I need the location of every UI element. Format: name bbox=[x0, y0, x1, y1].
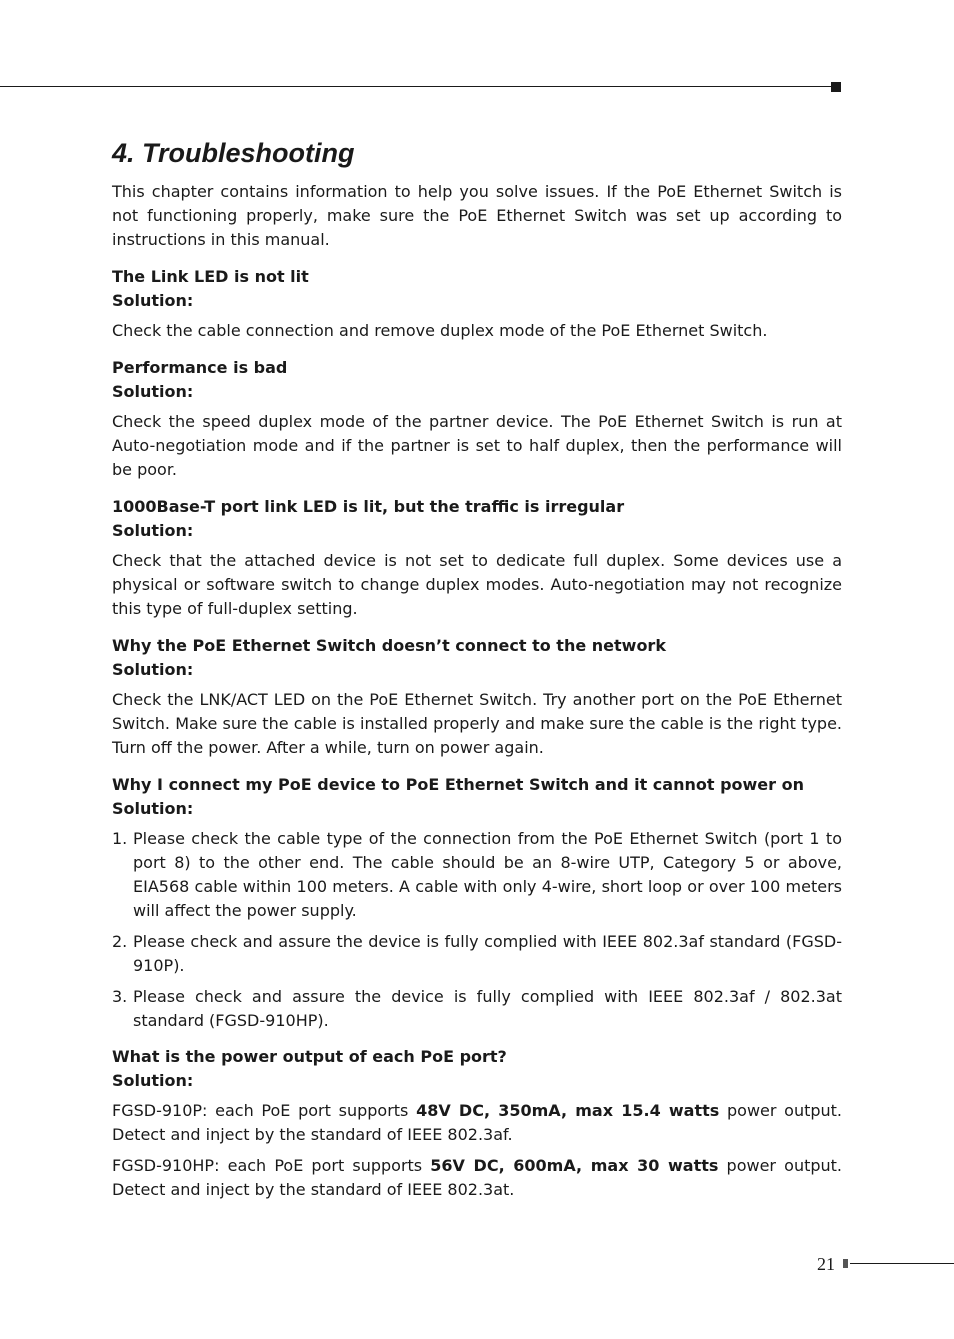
question-link-led: The Link LED is not lit bbox=[112, 267, 309, 286]
power-output-910p: FGSD-910P: each PoE port supports 48V DC, 350mA, max 15.4 watts power output. Detect and inject by the standard of IEEE 802.3af. bbox=[112, 1101, 843, 1144]
page-number: 21 bbox=[817, 1254, 835, 1274]
question-traffic-irregular: 1000Base-T port link LED is lit, but the traffic is irregular bbox=[112, 497, 625, 516]
answer-performance: Check the speed duplex mode of the partner device. The PoE Ethernet Switch is run at Auto-negotiation mode and if the partner is set to half duplex, then the performance will be poor. bbox=[112, 412, 842, 479]
solution-label: Solution: bbox=[112, 521, 194, 540]
answer-traffic-irregular: Check that the attached device is not set to dedicate full duplex. Some devices use a physical or software switch to change duplex modes. Auto-negotiation may not recognize this type of full-duplex setting. bbox=[112, 551, 842, 618]
list-item: 3. Please check and assure the device is fully complied with IEEE 802.3af / 802.3at standard (FGSD-910HP). bbox=[112, 987, 842, 1030]
solution-label: Solution: bbox=[112, 660, 194, 679]
question-no-network: Why the PoE Ethernet Switch doesn’t connect to the network bbox=[112, 636, 666, 655]
answer-no-network: Check the LNK/ACT LED on the PoE Ethernet Switch. Try another port on the PoE Ethernet Switch. Make sure the cable is installed properly and make sure the cable is the right type. Turn off the power. After a while, turn on power again. bbox=[112, 690, 842, 757]
list-item: 2. Please check and assure the device is fully complied with IEEE 802.3af standard (FGSD-910P). bbox=[112, 932, 842, 975]
intro-paragraph: This chapter contains information to help you solve issues. If the PoE Ethernet Switch is not functioning properly, make sure the PoE Ethernet Switch was set up according to instructions in this manual. bbox=[112, 182, 842, 249]
answer-link-led: Check the cable connection and remove duplex mode of the PoE Ethernet Switch. bbox=[112, 321, 768, 340]
solution-label: Solution: bbox=[112, 291, 194, 310]
header-rule bbox=[0, 86, 832, 87]
poe-power-steps-list bbox=[112, 827, 842, 1033]
solution-label: Solution: bbox=[112, 1071, 194, 1090]
header-square-mark bbox=[831, 82, 841, 92]
page-content bbox=[112, 136, 842, 1202]
solution-label: Solution: bbox=[112, 799, 194, 818]
solution-label: Solution: bbox=[112, 382, 194, 401]
question-performance: Performance is bad bbox=[112, 358, 288, 377]
question-poe-no-power: Why I connect my PoE device to PoE Ethernet Switch and it cannot power on bbox=[112, 775, 804, 794]
question-power-output: What is the power output of each PoE port? bbox=[112, 1047, 507, 1066]
power-output-910hp: FGSD-910HP: each PoE port supports 56V DC, 600mA, max 30 watts power output. Detect and inject by the standard of IEEE 802.3at. bbox=[112, 1156, 843, 1199]
footer-mark bbox=[843, 1259, 848, 1268]
footer-rule bbox=[850, 1263, 954, 1264]
chapter-title: 4. Troubleshooting bbox=[112, 138, 355, 168]
list-item: 1. Please check the cable type of the connection from the PoE Ethernet Switch (port 1 to port 8) to the other end. The cable should be an 8-wire UTP, Category 5 or above, EIA568 cable within 100 meters. A cable with only 4-wire, short loop or over 100 meters will affect the power supply. bbox=[112, 829, 842, 920]
